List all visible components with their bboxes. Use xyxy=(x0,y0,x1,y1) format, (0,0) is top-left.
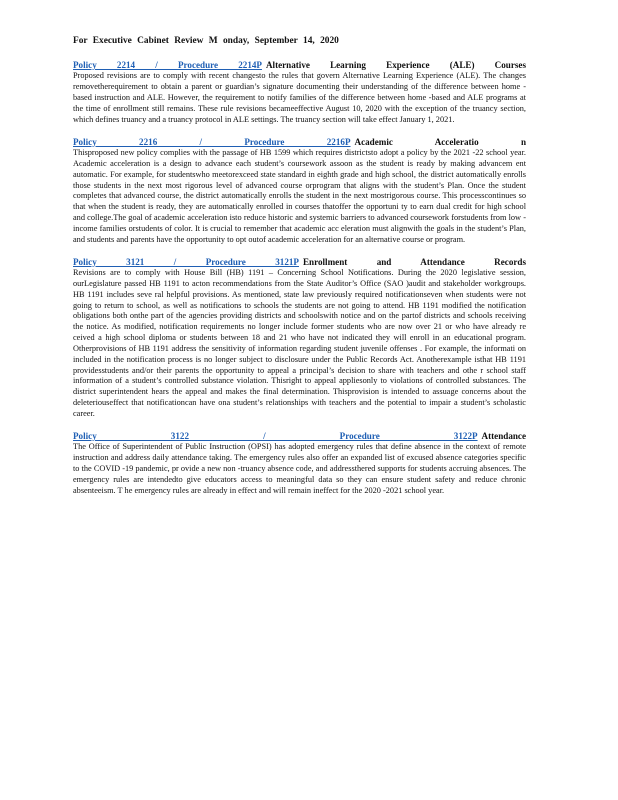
section-title xyxy=(73,137,526,148)
section-policy-2216 xyxy=(73,137,526,246)
document-header: For Executive Cabinet Review M onday, September 14, 2020 xyxy=(73,36,339,46)
section-policy-3121 xyxy=(73,257,526,420)
policy-link-3122[interactable]: Policy 3122 / Procedure 3122P xyxy=(73,430,478,441)
section-policy-2214 xyxy=(73,60,526,126)
section-title xyxy=(73,257,526,268)
policy-link-2216[interactable]: Policy 2216 / Procedure 2216P xyxy=(73,136,351,147)
section-policy-3122 xyxy=(73,431,526,497)
section-body: Thisproposed new policy complies with the passage of HB 1599 which requires districtsto adopt a policy by the 2021 -22 school year. Academic acceleration is a design to advance each student’s coursework assoon as the student is ready by making advancem ent automatic. For example, for studentswho meetorexceed state standard in eighth grade and high school, the district automatically enrolls those students in the next most rigorous level of advanced course orprogram that aligns with the student’s Plan. Once the student completes that advanced course, the district automatically enrolls the student in the next mostrigorous course. This processcontinues so that when the student is ready, they are automatically enrolled in courses thatoffer the opportuni ty to earn dual credit for high school and college.The goal of academic acceleration isto reduce historic and systemic barriers to advanced coursework forstudents from low -income families orstudents of color. It is crucial to remember that academic acc eleration must alignwith the goals in the student’s Plan, and students and parents have the opportunity to opt outof academic acceleration for an alternative course or program. xyxy=(73,148,526,244)
section-title-text: Alternative Learning Experience (ALE) Courses xyxy=(265,60,526,70)
section-body: Proposed revisions are to comply with recent changesto the rules that govern Alternative Learning Experience (ALE). The changes removetherequirement to obtain a parent or guardian’s signature documenting their understanding of the difference between home -based instruction and ALE. However, the requirement to notify families of the difference between home -based and ALE programs at the time of enrollment still remains. These rule revisions becameeffective August 10, 2020 with the exception of the truancy section, which defines truancy and a truancy protocol in ALE settings. The truancy section will take effect January 1, 2021. xyxy=(73,71,526,124)
policy-link-2214[interactable]: Policy 2214 / Procedure 2214P xyxy=(73,60,262,70)
policy-link-3121[interactable]: Policy 3121 / Procedure 3121P xyxy=(73,256,299,267)
section-title-text: Attendance xyxy=(481,430,526,441)
section-title-text: Enrollment and Attendance Records xyxy=(302,256,526,267)
section-body: Revisions are to comply with House Bill (HB) 1191 – Concerning School Notifications. During the 2020 legislative session, ourLegislature passed HB 1191 to acton recommendations from the State Auditor’s Office (SAO )audit and stakeholder workgroups. HB 1191 includes seve ral helpful provisions. As mentioned, state law previously required notificationseven when students were not going to return to school, as well as notifications to schools the students are not going to attend. HB 1191 modified the notification obligations both onthe part of the agencies providing districts and schoolswith notice and on the partof districts and schools receiving the notice. As modified, notification requirements no longer include former students who are now over 21 or who have already re ceived a high school diploma or students between 18 and 21 who have not indicated they will enroll in an educational program. Otherprovisions of HB 1191 address the sensitivity of information regarding student juvenile offenses . For example, the informati on included in the notification process is no longer subject to disclosure under the Public Records Act. Anotherexample isthat HB 1191 providesstudents and/or their parents the opportunity to appeal a principal’s decision to share with teachers and othe r school staff information of a student’s controlled substance violation. Thisright to appeal appliesonly to violations of controlled substances. The district superintendent hears the appeal and makes the final determination. Thisprovision is intended to assuage concerns about the deleteriouseffect that notificationcan have ona student’s relationships with teachers and the potential to impair a student’s scholastic career. xyxy=(73,268,526,418)
section-title xyxy=(73,431,526,442)
section-title-text: Academic Acceleratio n xyxy=(354,136,526,147)
section-body: The Office of Superintendent of Public Instruction (OPSI) has adopted emergency rules that define absence in the context of remote instruction and address daily attendance taking. The emergency rules also offer an expanded list of excused absence categories specific to the COVID -19 pandemic, pr ovide a new non -truancy absence code, and addressthered supports for students accruing absences. The emergency rules are intendedto give educators access to meaningful data so they can ensure student safety and reduce chronic absenteeism. T he emergency rules are already in effect and will remain ineffect for the 2020 -2021 school year. xyxy=(73,442,526,495)
section-title xyxy=(73,60,526,71)
